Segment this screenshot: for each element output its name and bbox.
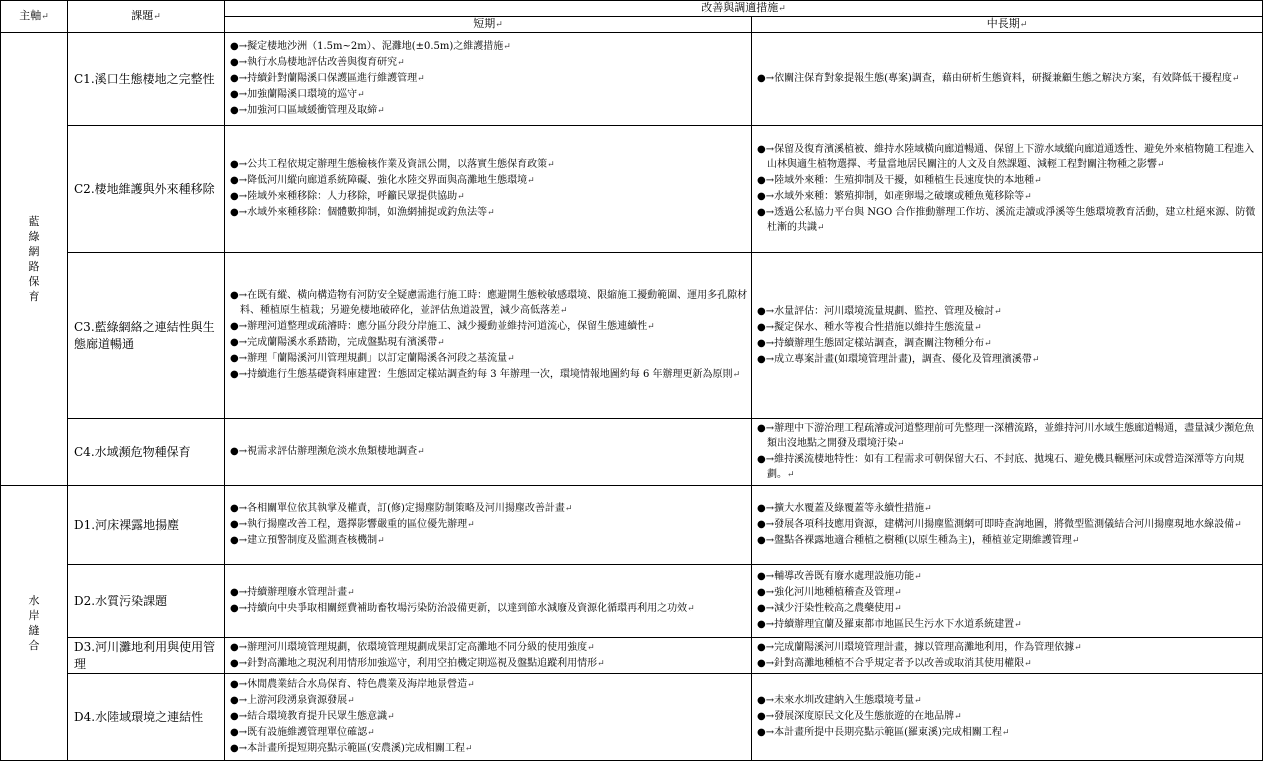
axis-char: 路 <box>28 260 40 273</box>
measure-text: 視需求評估辦理瀕危淡水魚類棲地調查 <box>247 446 418 457</box>
axis-char: 藍 <box>28 215 40 228</box>
topic-label: D3.河川灘地利用與使用管理 <box>74 639 216 671</box>
long-term-cell <box>752 126 1263 253</box>
header-measures: 改善與調適措施↵ <box>225 1 1263 17</box>
measure-item <box>757 533 1259 549</box>
bullet-icon: ●→ <box>757 353 775 365</box>
topic-label: D4.水陸域環境之連結性 <box>74 709 204 724</box>
topic-cell <box>68 126 225 253</box>
measure-text: 水域外來種移除：個體數抑制，如漁網捕捉或釣魚法等 <box>247 207 488 218</box>
measure-item <box>230 585 748 601</box>
paragraph-mark: ↵ <box>377 536 385 546</box>
axis-char: 合 <box>28 639 40 652</box>
measure-text: 上游河段湧泉資源發展 <box>247 695 348 706</box>
measure-item <box>757 693 1259 709</box>
table-row <box>1 565 1263 638</box>
measure-item <box>757 517 1259 533</box>
measure-item <box>757 501 1259 517</box>
short-term-cell <box>225 486 752 565</box>
bullet-icon: ●→ <box>230 353 248 364</box>
paragraph-mark: ↵ <box>817 223 825 233</box>
paragraph-mark: ↵ <box>527 176 535 186</box>
bullet-icon: ●→ <box>757 519 775 530</box>
header-axis: 主軸↵ <box>1 1 68 33</box>
header-topic: 課題↵ <box>68 1 225 33</box>
paragraph-mark: ↵ <box>397 58 405 68</box>
measure-text: 在既有縱、橫向構造物有河防安全疑慮需進行施工時：應避開生態較敏感環境、限縮施工擾動範圍、運用多孔隙材料、種植原生植栽；另避免棲地破碎化，並評估魚道設置，減少高低落差 <box>240 290 748 316</box>
paragraph-mark: ↵ <box>597 658 605 669</box>
paragraph-mark: ↵ <box>1031 354 1040 365</box>
bullet-icon: ●→ <box>230 369 248 380</box>
long-term-cell <box>752 674 1263 761</box>
paragraph-mark: ↵ <box>924 504 932 514</box>
header-mid-long-term: 中長期↵ <box>752 17 1263 33</box>
measure-text: 維持溪流棲地特性：如有工程需求可朝保留大石、不封底、拋塊石、避免機具輾壓河床或營造深潭等方向規劃。 <box>767 454 1245 480</box>
paragraph-mark: ↵ <box>954 712 962 722</box>
measure-text: 保留及復育濱溪植被、維持水陸域橫向廊道暢通、保留上下游水域縱向廊道通透性、避免外來植物隨工程進入山林與適生植物選擇、考量當地居民關注的人文及自然課題、減輕工程對關注物種之影響 <box>767 144 1255 170</box>
bullet-icon: ●→ <box>757 207 775 218</box>
paragraph-mark: ↵ <box>437 338 445 348</box>
paragraph-mark: ↵ <box>503 42 511 52</box>
measure-item <box>757 601 1259 617</box>
axis-cell <box>1 33 68 486</box>
paragraph-mark: ↵ <box>1074 642 1082 653</box>
measure-text: 降低河川縱向廊道系統障礙、強化水陸交界面與高灘地生態環境 <box>247 175 528 186</box>
measure-text: 擬定棲地沙洲（1.5m~2m）、泥灘地(±0.5m)之維護措施 <box>247 41 504 52</box>
paragraph-mark: ↵ <box>914 572 922 582</box>
measure-item <box>230 55 748 71</box>
bullet-icon: ●→ <box>230 57 248 68</box>
axis-char: 網 <box>28 245 40 258</box>
bullet-icon: ●→ <box>230 290 248 301</box>
long-term-cell <box>752 253 1263 419</box>
measure-item <box>757 709 1259 725</box>
measure-text: 發展深度原民文化及生態旅遊的在地品牌 <box>774 711 955 722</box>
bullet-icon: ●→ <box>230 519 248 530</box>
bullet-icon: ●→ <box>757 571 775 582</box>
paragraph-mark: ↵ <box>457 192 465 202</box>
topic-cell <box>68 419 225 486</box>
paragraph-mark: ↵ <box>974 322 982 333</box>
measure-text: 輔導改善既有廢水處理設施功能 <box>774 571 915 582</box>
measure-text: 辦理「蘭陽溪河川管理規劃」以訂定蘭陽溪各河段之基流量 <box>247 353 508 364</box>
paragraph-mark: ↵ <box>560 306 568 316</box>
topic-cell <box>68 674 225 761</box>
measure-item <box>230 601 748 617</box>
measure-text: 持續針對蘭陽溪口保護區進行維護管理 <box>247 73 418 84</box>
header-short-term: 短期↵ <box>225 17 752 33</box>
long-term-cell <box>752 419 1263 486</box>
table-body <box>1 33 1263 761</box>
measure-text: 持續辦理生態固定樣站調查，調查關注物種分布 <box>774 337 985 349</box>
bullet-icon: ●→ <box>757 305 775 317</box>
bullet-icon: ●→ <box>757 191 775 202</box>
bullet-icon: ●→ <box>757 535 775 546</box>
paragraph-mark: ↵ <box>467 680 475 690</box>
paragraph-mark: ↵ <box>1231 74 1240 84</box>
measure-text: 強化河川地種植稽查及管理 <box>774 587 895 598</box>
measure-text: 擬定保水、種水等複合性措施以維持生態流量 <box>774 321 975 333</box>
measure-item <box>230 367 748 383</box>
measure-item <box>757 71 1259 87</box>
paragraph-mark: ↵ <box>787 470 795 480</box>
measure-text: 執行揚塵改善工程，選擇影響嚴重的區位優先辦理 <box>247 519 468 530</box>
measure-text: 針對高灘地之現況利用情形加強巡守，利用空拍機定期巡視及盤點追蹤利用情形 <box>247 657 598 669</box>
table-row <box>1 419 1263 486</box>
bullet-icon: ●→ <box>230 337 248 348</box>
bullet-icon: ●→ <box>230 89 248 100</box>
measure-item <box>230 709 748 725</box>
bullet-icon: ●→ <box>230 159 248 170</box>
measure-item <box>230 741 748 757</box>
measure-item <box>230 39 748 55</box>
measure-text: 未來水圳改建納入生態環境考量 <box>774 695 915 706</box>
measure-text: 水量評估：河川環境流量規劃、監控、管理及檢討 <box>774 305 995 317</box>
measure-item <box>757 640 1259 656</box>
measure-item <box>230 517 748 533</box>
table-row <box>1 33 1263 126</box>
paragraph-mark: ↵ <box>732 370 741 380</box>
measure-text: 成立專案計畫(如環境管理計畫)，調查、優化及管理濱溪帶 <box>774 353 1032 365</box>
measure-item <box>230 725 748 741</box>
topic-label: C1.溪口生態棲地之完整性 <box>74 71 215 86</box>
table-row <box>1 674 1263 761</box>
measure-text: 加強河口區域緩衝管理及取締 <box>247 105 378 116</box>
measure-item <box>757 452 1259 483</box>
bullet-icon: ●→ <box>230 587 248 598</box>
paragraph-mark: ↵ <box>1014 620 1022 630</box>
bullet-icon: ●→ <box>230 41 248 52</box>
measure-item <box>230 87 748 103</box>
measure-text: 辦理河道整理或疏濬時：應分區分段分岸施工、減少擾動並維持河道流心，保留生態連續性 <box>247 321 648 332</box>
measure-item <box>230 533 748 549</box>
bullet-icon: ●→ <box>230 695 248 706</box>
measure-item <box>757 585 1259 601</box>
bullet-icon: ●→ <box>757 619 775 630</box>
measure-item <box>230 71 748 87</box>
short-term-cell <box>225 126 752 253</box>
paragraph-mark: ↵ <box>1001 728 1010 738</box>
topic-cell <box>68 253 225 419</box>
bullet-icon: ●→ <box>757 144 775 155</box>
paragraph-mark: ↵ <box>984 338 992 349</box>
measure-text: 辦理中下游治理工程疏濬或河道整理前可先整理一深槽流路，並維持河川水域生態廊道暢通，盡量減少瀕危魚類出沒地點之開發及環境汙染 <box>767 423 1255 449</box>
axis-char: 保 <box>28 275 40 288</box>
short-term-cell <box>225 253 752 419</box>
paragraph-mark: ↵ <box>894 604 902 614</box>
bullet-icon: ●→ <box>230 711 248 722</box>
measure-item <box>757 189 1259 205</box>
measure-item <box>757 142 1259 173</box>
paragraph-mark: ↵ <box>417 447 425 457</box>
paragraph-mark: ↵ <box>687 604 695 614</box>
table-row <box>1 253 1263 419</box>
bullet-icon: ●→ <box>757 603 775 614</box>
measure-text: 擴大水覆蓋及綠覆蓋等永續性措施 <box>774 503 925 514</box>
topic-cell <box>68 638 225 674</box>
paragraph-mark: ↵ <box>914 696 922 706</box>
paragraph-mark: ↵ <box>387 712 395 722</box>
paragraph-mark: ↵ <box>1034 176 1042 186</box>
measure-item <box>757 336 1259 352</box>
bullet-icon: ●→ <box>230 207 248 218</box>
measure-item <box>230 501 748 517</box>
measure-text: 既有設施維護管理單位確認 <box>247 727 368 738</box>
measure-item <box>230 693 748 709</box>
paragraph-mark: ↵ <box>1024 658 1032 669</box>
bullet-icon: ●→ <box>230 603 248 614</box>
paragraph-mark: ↵ <box>467 520 475 530</box>
bullet-icon: ●→ <box>757 641 775 653</box>
paragraph-mark: ↵ <box>587 642 595 653</box>
measure-item <box>757 617 1259 633</box>
measure-item <box>230 205 748 221</box>
bullet-icon: ●→ <box>757 503 775 514</box>
measure-text: 加強蘭陽溪口環境的巡守 <box>247 89 358 100</box>
bullet-icon: ●→ <box>230 641 248 653</box>
measure-text: 持續向中央爭取相關經費補助畜牧場污染防治設備更新，以達到節水減廢及資源化循環再利用之功效 <box>247 603 688 614</box>
measure-item <box>230 656 748 672</box>
bullet-icon: ●→ <box>757 321 775 333</box>
measure-item <box>230 288 748 319</box>
paragraph-mark: ↵ <box>647 322 655 332</box>
topic-cell <box>68 33 225 126</box>
paragraph-mark: ↵ <box>377 106 385 116</box>
paragraph-mark: ↵ <box>347 696 355 706</box>
topic-label: D2.水質污染課題 <box>74 593 168 608</box>
measure-item <box>757 421 1259 452</box>
paragraph-mark: ↵ <box>1234 520 1242 530</box>
bullet-icon: ●→ <box>230 175 248 186</box>
paragraph-mark: ↵ <box>367 728 375 738</box>
bullet-icon: ●→ <box>757 454 775 465</box>
axis-char: 綠 <box>28 230 40 243</box>
measure-item <box>757 725 1259 741</box>
table-row <box>1 486 1263 565</box>
bullet-icon: ●→ <box>757 587 775 598</box>
paragraph-mark: ↵ <box>994 306 1002 317</box>
paragraph-mark: ↵ <box>564 504 573 514</box>
measure-text: 水域外來種：繁殖抑制，如產卵場之破壞或種魚蒐移除等 <box>774 191 1025 202</box>
paragraph-mark: ↵ <box>507 354 515 364</box>
measure-item <box>230 189 748 205</box>
long-term-cell <box>752 486 1263 565</box>
measure-item <box>230 157 748 173</box>
measure-item <box>230 677 748 693</box>
axis-cell <box>1 486 68 761</box>
paragraph-mark: ↵ <box>547 160 555 170</box>
measure-text: 執行水鳥棲地評估改善與復育研究 <box>247 57 398 68</box>
bullet-icon: ●→ <box>230 321 248 332</box>
measure-item <box>757 352 1259 368</box>
measure-item <box>757 173 1259 189</box>
measure-text: 完成蘭陽溪河川環境管理計畫，據以管理高灘地利用，作為管理依據 <box>774 641 1075 653</box>
measure-text: 持續進行生態基礎資料庫建置：生態固定樣站調查約每 3 年辦理一次，環境情報地圖約每 6 年辦理更新為原則 <box>247 369 733 380</box>
bullet-icon: ●→ <box>230 191 248 202</box>
bullet-icon: ●→ <box>230 446 248 457</box>
measure-item <box>230 335 748 351</box>
measure-text: 休閒農業結合水鳥保育、特色農業及海岸地景營造 <box>247 679 468 690</box>
table-row <box>1 638 1263 674</box>
measure-text: 本計畫所提短期亮點示範區(安農溪)完成相關工程 <box>247 743 465 754</box>
bullet-icon: ●→ <box>230 679 248 690</box>
topic-label: C2.棲地維護與外來種移除 <box>74 181 215 196</box>
measure-item <box>757 320 1259 336</box>
long-term-cell <box>752 638 1263 674</box>
measure-text: 辦理河川環境管理規劃，依環境管理規劃成果訂定高灘地不同分級的使用強度 <box>247 641 588 653</box>
measure-item <box>757 656 1259 672</box>
bullet-icon: ●→ <box>757 711 775 722</box>
long-term-cell <box>752 33 1263 126</box>
axis-char: 縫 <box>28 624 40 637</box>
bullet-icon: ●→ <box>757 175 775 186</box>
topic-label: C3.藍綠網絡之連結性與生態廊道暢通 <box>74 319 215 351</box>
measure-text: 陸域外來種：生殖抑制及干擾，如種植生長速度快的本地種 <box>774 175 1035 186</box>
measure-text: 盤點各裸露地適合種植之樹種(以原生種為主)，種植並定期維護管理 <box>774 535 1072 546</box>
measure-item <box>757 205 1259 236</box>
paragraph-mark: ↵ <box>347 588 355 598</box>
measure-item <box>230 173 748 189</box>
topic-cell <box>68 486 225 565</box>
paragraph-mark: ↵ <box>487 208 495 218</box>
measure-item <box>230 319 748 335</box>
short-term-cell <box>225 33 752 126</box>
table-row <box>1 126 1263 253</box>
measure-text: 建立預警制度及監測查核機制 <box>247 535 378 546</box>
measure-text: 陸域外來種移除：人力移除，呼籲民眾提供協助 <box>247 191 458 202</box>
measure-text: 結合環境教育提升民眾生態意識 <box>247 711 388 722</box>
bullet-icon: ●→ <box>230 743 248 754</box>
paragraph-mark: ↵ <box>417 74 425 84</box>
measure-text: 持續辦理廢水管理計畫 <box>247 587 348 598</box>
bullet-icon: ●→ <box>230 73 248 84</box>
measure-item <box>230 444 748 460</box>
short-term-cell <box>225 565 752 638</box>
bullet-icon: ●→ <box>230 535 248 546</box>
measure-text: 依關注保育對象提報生態(專案)調查，藉由研析生態資料，研擬兼顧生態之解決方案，有效降低干擾程度 <box>774 73 1232 84</box>
paragraph-mark: ↵ <box>894 588 902 598</box>
paragraph-mark: ↵ <box>357 90 365 100</box>
bullet-icon: ●→ <box>757 423 775 434</box>
measure-text: 持續辦理宜蘭及羅東都市地區民生污水下水道系統建置 <box>774 619 1015 630</box>
bullet-icon: ●→ <box>757 337 775 349</box>
measure-item <box>230 640 748 656</box>
paragraph-mark: ↵ <box>1071 536 1080 546</box>
short-term-cell <box>225 638 752 674</box>
bullet-icon: ●→ <box>757 657 775 669</box>
measure-text: 完成蘭陽溪水系踏勘，完成盤點現有濱溪帶 <box>247 337 438 348</box>
bullet-icon: ●→ <box>230 105 248 116</box>
bullet-icon: ●→ <box>230 503 248 514</box>
bullet-icon: ●→ <box>230 727 248 738</box>
measure-text: 針對高灘地種植不合乎規定者予以改善或取消其使用權限 <box>774 657 1025 669</box>
measure-text: 各相關單位依其執掌及權責，訂(修)定揚塵防制策略及河川揚塵改善計畫 <box>247 503 565 514</box>
measure-item <box>757 569 1259 585</box>
measure-text: 公共工程依規定辦理生態檢核作業及資訊公開，以落實生態保育政策 <box>247 159 548 170</box>
measure-text: 透過公私協力平台與 NGO 合作推動辦理工作坊、溪流走讀或淨溪等生態環境教育活動，建立杜絕來源、防微杜漸的共識 <box>767 207 1256 233</box>
measure-text: 本計畫所提中長期亮點示範區(羅東溪)完成相關工程 <box>774 727 1002 738</box>
measure-item <box>230 103 748 119</box>
axis-char: 水 <box>28 594 40 607</box>
topic-label: D1.河床裸露地揚塵 <box>74 517 180 532</box>
topic-cell <box>68 565 225 638</box>
long-term-cell <box>752 565 1263 638</box>
paragraph-mark: ↵ <box>464 744 473 754</box>
axis-char: 岸 <box>28 609 40 622</box>
bullet-icon: ●→ <box>230 657 248 669</box>
axis-char: 育 <box>28 290 40 303</box>
measure-item <box>757 304 1259 320</box>
measure-text: 減少汙染性較高之農藥使用 <box>774 603 895 614</box>
paragraph-mark: ↵ <box>1157 160 1165 170</box>
measure-text: 發展各項科技應用資源，建構河川揚塵監測網可即時查詢地圖，將微型監測儀結合河川揚塵現地水線設備 <box>774 519 1235 530</box>
bullet-icon: ●→ <box>757 727 775 738</box>
paragraph-mark: ↵ <box>897 439 905 449</box>
short-term-cell <box>225 419 752 486</box>
paragraph-mark: ↵ <box>1024 192 1032 202</box>
topic-label: C4.水域瀕危物種保育 <box>74 444 191 459</box>
short-term-cell <box>225 674 752 761</box>
bullet-icon: ●→ <box>757 695 775 706</box>
measure-item <box>230 351 748 367</box>
bullet-icon: ●→ <box>757 73 775 84</box>
